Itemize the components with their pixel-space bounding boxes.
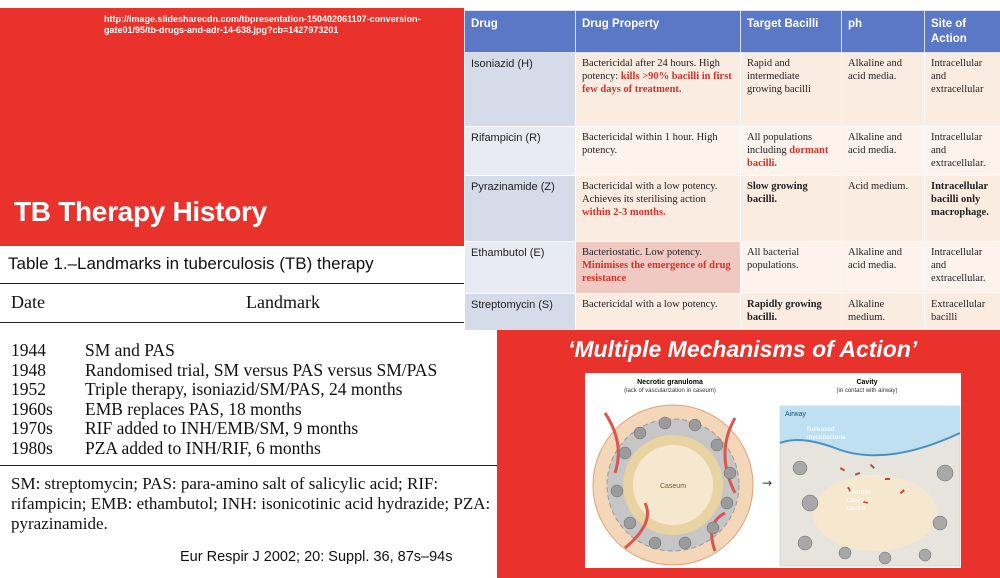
landmarks-caption: Table 1.–Landmarks in tuberculosis (TB) therapy bbox=[8, 254, 374, 273]
drug-name: Ethambutol (E) bbox=[465, 242, 576, 294]
drug-ph: Alkaline medium. bbox=[842, 294, 925, 331]
necrotic-label-2: caseous bbox=[847, 497, 872, 504]
property-highlight: within 2-3 months. bbox=[582, 207, 666, 218]
drug-target bbox=[741, 127, 842, 176]
drug-row-rifampicin bbox=[465, 127, 1000, 176]
col-landmark-header: Landmark bbox=[246, 292, 320, 312]
row-date: 1960s bbox=[11, 398, 53, 419]
drug-table bbox=[464, 10, 1000, 331]
header-property: Drug Property bbox=[576, 11, 741, 53]
slide-title: TB Therapy History bbox=[14, 196, 267, 227]
drug-ph: Alkaline and acid media. bbox=[842, 127, 925, 176]
left-panel-subtitle: (lack of vascularization in caseum) bbox=[624, 388, 716, 394]
table-row bbox=[11, 341, 437, 361]
header-target: Target Bacilli bbox=[741, 11, 842, 53]
drug-ph: Alkaline and acid media. bbox=[842, 53, 925, 127]
left-panel-title: Necrotic granuloma bbox=[637, 379, 703, 386]
landmarks-footnote: SM: streptomycin; PAS: para-amino salt of salicylic acid; RIF: rifampicin; EMB: ethambutol; INH: isonicotinic acid hydrazide; PZA: pyrazinamide. bbox=[11, 474, 491, 533]
row-date: 1980s bbox=[11, 437, 53, 458]
row-landmark: Randomised trial, SM versus PAS versus SM/PAS bbox=[85, 359, 438, 380]
drug-name: Isoniazid (H) bbox=[465, 53, 576, 127]
drug-site: Intracellular and extracellular bbox=[925, 53, 1000, 127]
table-row bbox=[11, 400, 437, 420]
header-ph: ph bbox=[842, 11, 925, 53]
drug-table-header bbox=[465, 11, 1000, 53]
caseum-label: Caseum bbox=[659, 483, 687, 490]
drug-row-streptomycin bbox=[465, 294, 1000, 331]
header-site: Site of Action bbox=[925, 11, 1000, 53]
row-landmark: RIF added to INH/EMB/SM, 9 months bbox=[85, 418, 359, 439]
drug-row-pyrazinamide bbox=[465, 176, 1000, 242]
drug-property bbox=[576, 176, 741, 242]
drug-site: Intracellular bacilli only macrophage. bbox=[925, 176, 1000, 242]
table-row bbox=[11, 380, 437, 400]
header-drug: Drug bbox=[465, 11, 576, 53]
table-row bbox=[11, 419, 437, 439]
target-highlight: dormant bacilli. bbox=[747, 145, 829, 169]
row-landmark: PZA added to INH/RIF, 6 months bbox=[85, 437, 321, 458]
property-text: Bactericidal after 24 hours. High potency: bbox=[582, 58, 720, 82]
row-landmark: EMB replaces PAS, 18 months bbox=[85, 398, 302, 419]
drug-property: Bactericidal with a low potency. bbox=[576, 294, 741, 331]
drug-row-ethambutol bbox=[465, 242, 1000, 294]
row-landmark: Triple therapy, isoniazid/SM/PAS, 24 months bbox=[85, 379, 403, 400]
row-landmark: SM and PAS bbox=[85, 340, 175, 360]
drug-property: Bactericidal within 1 hour. High potency. bbox=[576, 127, 741, 176]
released-label-1: Released bbox=[807, 426, 835, 433]
row-date: 1952 bbox=[11, 379, 46, 400]
col-date-header: Date bbox=[11, 292, 45, 312]
arrow-right-icon: → bbox=[761, 476, 773, 490]
property-text: Bacteriostatic. Low potency. bbox=[582, 247, 703, 258]
row-date: 1970s bbox=[11, 418, 53, 439]
mechanisms-title: ‘Multiple Mechanisms of Action’ bbox=[568, 336, 918, 362]
drug-target: All bacterial populations. bbox=[741, 242, 842, 294]
drug-property bbox=[576, 242, 741, 294]
table-rule-bottom bbox=[0, 465, 500, 466]
drug-site: Intracellular and extracellular. bbox=[925, 127, 1000, 176]
table-rule-head bbox=[0, 322, 500, 323]
airway-label: Airway bbox=[785, 411, 807, 418]
row-date: 1944 bbox=[11, 340, 46, 360]
drug-site: Intracellular and extracellular. bbox=[925, 242, 1000, 294]
drug-target: Rapidly growing bacilli. bbox=[741, 294, 842, 331]
necrotic-label-3: centre bbox=[847, 505, 866, 512]
granuloma-illustration bbox=[585, 373, 961, 568]
necrotic-granuloma bbox=[593, 405, 753, 565]
released-label-2: mycobacteria bbox=[807, 434, 846, 441]
landmarks-rows bbox=[11, 341, 437, 459]
property-highlight: kills >90% bacilli in first few days of treatment. bbox=[582, 71, 732, 95]
drug-name: Rifampicin (R) bbox=[465, 127, 576, 176]
drug-target: Slow growing bacilli. bbox=[741, 176, 842, 242]
drug-ph: Alkaline and acid media. bbox=[842, 242, 925, 294]
drug-row-isoniazid bbox=[465, 53, 1000, 127]
source-url: http://image.slidesharecdn.com/tbpresentation-150402061107-conversion-gate01/95/tb-drugs-and-adr-14-638.jpg?cb=1427973201 bbox=[104, 14, 421, 35]
necrotic-label-1: Necrotic bbox=[847, 489, 871, 496]
drug-name: Streptomycin (S) bbox=[465, 294, 576, 331]
table-row bbox=[11, 439, 437, 459]
table-row bbox=[11, 361, 437, 381]
reference-citation: Eur Respir J 2002; 20: Suppl. 36, 87s–94s bbox=[174, 543, 506, 571]
right-panel-subtitle: (in contact with airway) bbox=[836, 388, 898, 394]
property-text: Bactericidal with a low potency. Achieves its sterilising action bbox=[582, 181, 718, 205]
drug-ph: Acid medium. bbox=[842, 176, 925, 242]
drug-property bbox=[576, 53, 741, 127]
table-rule-top bbox=[0, 283, 500, 284]
granuloma-diagram bbox=[585, 373, 961, 568]
row-date: 1948 bbox=[11, 359, 46, 380]
cavity-panel bbox=[780, 406, 960, 566]
drug-site: Extracellular bacilli bbox=[925, 294, 1000, 331]
right-panel-title: Cavity bbox=[856, 379, 878, 386]
target-text: All populations including bbox=[747, 132, 813, 156]
drug-target: Rapid and intermediate growing bacilli bbox=[741, 53, 842, 127]
drug-name: Pyrazinamide (Z) bbox=[465, 176, 576, 242]
property-highlight: Minimises the emergence of drug resistance bbox=[582, 260, 731, 284]
